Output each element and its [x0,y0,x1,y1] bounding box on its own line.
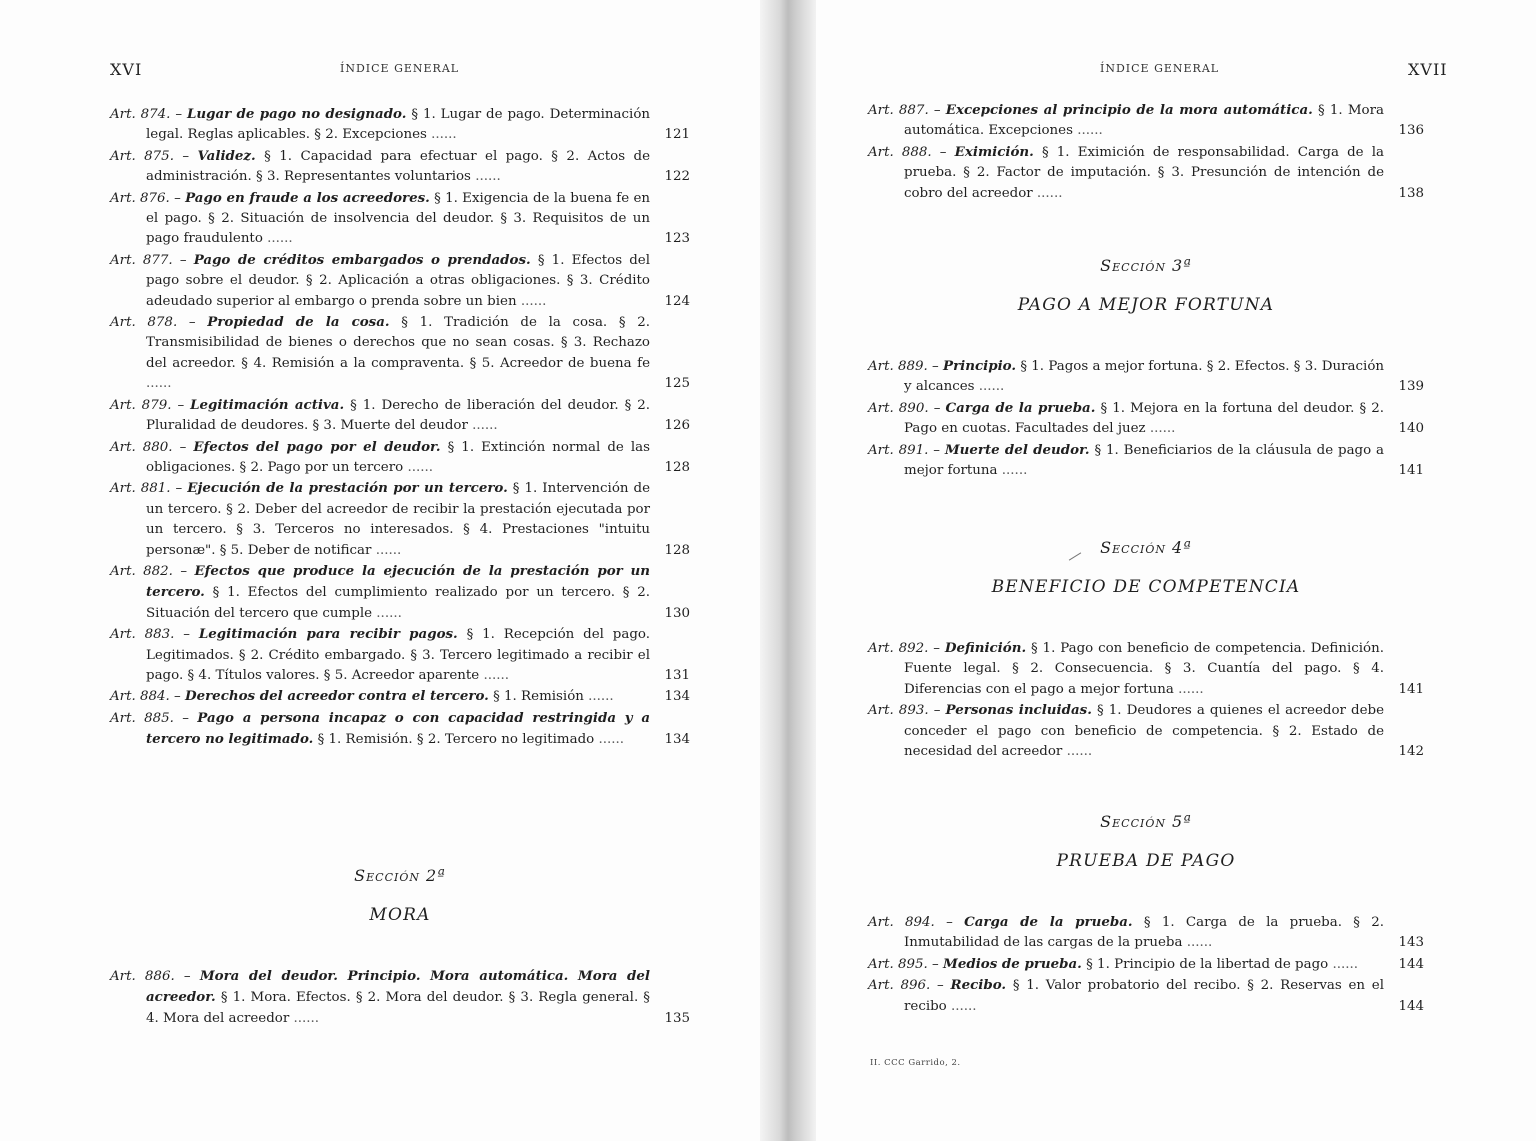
toc-entry [110,478,690,561]
page-number: 143 [1398,935,1424,951]
dot-leader: ...... [470,169,501,185]
article-number: Art. 881. – [110,481,183,497]
toc-entry [110,146,690,188]
article-title: Medios de prueba. [943,955,1082,972]
page-folio: XVI [110,60,143,79]
section-label: Sección 3ª [1100,256,1192,275]
page-number: 142 [1398,744,1424,760]
article-subtopics: § 1. Beneficiarios de la cláusula de pago a mejor fortuna [904,442,1385,479]
page-number: 140 [1398,421,1424,437]
article-title: Ejecución de la prestación por un tercero. [187,480,508,497]
article-title: Legitimación activa. [190,396,345,413]
book-gutter [760,0,816,1141]
toc-entry [868,700,1424,762]
article-subtopics: § 1. Lugar de pago. Determinación legal. Reglas aplicables. § 2. Excepciones [146,107,651,143]
toc-entry [110,561,690,624]
dot-leader: ...... [583,689,614,705]
toc-entry [110,104,690,146]
dot-leader: ...... [1032,185,1063,201]
section-name: PAGO A MEJOR FORTUNA [1017,295,1275,315]
article-number: Art. 879. – [110,397,185,413]
article-subtopics: § 1. Derecho de liberación del deudor. § 2. Pluralidad de deudores. § 3. Muerte del deudor [146,397,650,434]
dot-leader: ...... [1062,744,1093,760]
toc-entry-body [110,104,650,146]
article-subtopics: § 1. Exigencia de la buena fe en el pago. § 2. Situación de insolvencia del deudor. § 3. Requisitos de un pago fraudulento [146,190,651,247]
toc-entry [110,437,690,479]
article-number: Art. 894. – [868,915,953,930]
article-number: Art. 882. – [110,563,188,579]
article-number: Art. 874. – [110,107,183,122]
toc-entry-body [868,142,1384,204]
dot-leader: ...... [372,605,402,621]
toc-list [868,100,1424,204]
page-folio: XVII [1408,60,1448,79]
article-title: Excepciones al principio de la mora automática. [945,102,1313,118]
article-title: Pago a persona incapaz o con capacidad restringida y a tercero no legitimado. [146,709,650,748]
dot-leader: ...... [974,379,1005,395]
article-subtopics: § 1. Deudores a quienes el acreedor debe conceder el pago con beneficio de competencia. § 2. Estado de necesidad del acreedor [904,703,1385,760]
toc-entry-body [110,188,650,250]
toc-entry-body [110,395,650,437]
toc-entry [110,312,690,395]
page-number: 130 [664,605,690,621]
dot-leader: ...... [516,293,547,309]
article-number: Art. 876. – [110,190,181,206]
dot-leader: ...... [1328,956,1359,972]
article-title: Pago en fraude a los acreedores. [185,189,430,206]
section-heading [868,812,1424,871]
article-subtopics: § 1. Recepción del pago. Legitimados. § 2. Crédito embargado. § 3. Tercero legitimado a recibir el pago. § 4. Títulos valores. § 5. Acreedor aparente [146,627,650,683]
dot-leader: ...... [1072,123,1103,139]
toc-entry [868,954,1424,975]
article-title: Muerte del deudor. [944,441,1090,458]
article-number: Art. 888. – [868,144,947,160]
article-subtopics: § 1. Remisión. § 2. Tercero no legitimado [317,732,595,748]
page-number: 136 [1398,123,1424,139]
page-number: 128 [664,542,690,558]
toc-entry [868,356,1424,398]
toc-list [868,638,1424,762]
article-number: Art. 878. – [110,315,196,331]
toc-list [868,912,1424,1017]
toc-list [110,966,690,1029]
section-label: Sección 2ª [354,866,446,885]
page-number: 141 [1398,463,1424,479]
toc-entry [868,440,1424,482]
toc-entry-body [110,686,650,707]
toc-entry-body [110,624,650,686]
toc-entry [110,686,690,707]
article-number: Art. 896. – [868,978,944,994]
article-subtopics: § 1. Carga de la prueba. § 2. Inmutabilidad de las cargas de la prueba [904,915,1384,951]
page-number: 123 [664,231,690,247]
article-subtopics: § 1. Principio de la libertad de pago [1086,956,1329,972]
page-number: 128 [664,459,690,475]
toc-entry [868,912,1424,954]
article-subtopics: § 1. Tradición de la cosa. § 2. Transmisibilidad de bienes o derechos que no sean cosas. § 3. Rechazo del acreedor. § 4. Remisión a la compraventa. § 5. Acreedor de buena fe [146,315,651,371]
article-title: Lugar de pago no designado. [186,106,407,122]
article-title: Derechos del acreedor contra el tercero. [185,688,489,705]
toc-entry-body [868,398,1384,440]
page-number: 144 [1398,998,1424,1014]
page-number: 124 [664,293,690,309]
article-subtopics: § 1. Extinción normal de las obligaciones. § 2. Pago por un tercero [146,439,650,475]
section-name: BENEFICIO DE COMPETENCIA [991,577,1301,597]
toc-entry [110,708,690,751]
toc-entry [110,395,690,437]
article-title: Efectos del pago por el deudor. [193,438,441,455]
toc-entry-body [110,146,650,188]
article-subtopics: § 1. Pago con beneficio de competencia. Definición. Fuente legal. § 2. Consecuencia. § 3. Cuantía del pago. § 4. Diferencias con el pago a mejor fortuna [904,641,1384,697]
section-label: Sección 5ª [1100,812,1192,831]
article-subtopics: § 1. Remisión [493,689,584,705]
article-subtopics: § 1. Eximición de responsabilidad. Carga de la prueba. § 2. Factor de imputación. § 3. Presunción de intención de cobro del acreedor [904,144,1385,201]
article-number: Art. 884. – [110,689,181,705]
toc-entry-body [110,561,650,624]
toc-entry [868,638,1424,700]
toc-entry-body [110,250,650,312]
article-subtopics: § 1. Efectos del pago sobre el deudor. § 2. Aplicación a otras obligaciones. § 3. Crédito adeudado superior al embargo o prenda sobre un bien [146,252,651,309]
article-title: Principio. [943,358,1017,374]
dot-leader: ...... [946,998,977,1014]
article-title: Validez. [197,147,256,164]
toc-entry [110,250,690,312]
article-title: Personas incluidas. [945,702,1092,719]
page-number: 121 [664,127,690,143]
dot-leader: ...... [997,463,1028,479]
article-number: Art. 887. – [868,103,941,118]
toc-entry-body [110,437,650,479]
dot-leader: ...... [594,732,625,748]
article-number: Art. 885. – [110,710,189,726]
toc-entry-body [110,312,650,395]
article-subtopics: § 1. Intervención de un tercero. § 2. Deber del acreedor de recibir la prestación ejecutada por un tercero. § 3. Terceros no interesados. § 4. Prestaciones "intuitu personæ". § 5. Deber de notificar [146,481,651,558]
article-number: Art. 875. – [110,148,190,164]
dot-leader: ...... [1173,681,1204,697]
section-label: Sección 4ª [1100,538,1192,557]
toc-entry-body [110,708,650,751]
toc-entry-body [110,478,650,561]
article-number: Art. 877. – [110,252,187,268]
page-number: 134 [664,732,690,748]
article-number: Art. 883. – [110,627,190,643]
article-subtopics: § 1. Pagos a mejor fortuna. § 2. Efectos. § 3. Duración y alcances [904,359,1385,395]
article-number: Art. 893. – [868,703,941,719]
article-subtopics: § 1. Efectos del cumplimiento realizado por un tercero. § 2. Situación del tercero que cumple [146,585,650,621]
article-title: Recibo. [950,977,1007,994]
dot-leader: ...... [426,127,457,143]
article-subtopics: § 1. Mejora en la fortuna del deudor. § 2. Pago en cuotas. Facultades del juez [904,400,1384,437]
toc-entry [868,142,1424,204]
dot-leader: ...... [146,376,172,392]
toc-entry [110,188,690,250]
article-title: Propiedad de la cosa. [207,314,390,331]
toc-entry-body [868,100,1384,142]
article-number: Art. 895. – [868,956,939,972]
running-head: ÍNDICE GENERAL [1100,62,1220,75]
dot-leader: ...... [479,667,510,683]
section-name: MORA [369,905,431,925]
toc-list [110,104,690,751]
article-number: Art. 891. – [868,442,940,458]
toc-entry-body [868,954,1384,975]
toc-entry [868,975,1424,1017]
section-heading [868,256,1424,315]
toc-entry [110,624,690,686]
article-title: Mora del deudor. Principio. Mora automática. Mora del acreedor. [146,968,650,1006]
toc-entry-body [868,912,1384,954]
dot-leader: ...... [371,542,402,558]
article-title: Eximición. [954,143,1034,160]
dot-leader: ...... [1145,421,1176,437]
page-number: 126 [664,418,690,434]
toc-entry-body [868,638,1384,700]
article-number: Art. 892. – [868,641,940,656]
dot-leader: ...... [403,459,433,475]
article-subtopics: § 1. Valor probatorio del recibo. § 2. Reservas en el recibo [904,978,1384,1014]
page-number: 144 [1398,956,1424,972]
toc-entry-body [868,700,1384,762]
toc-entry-body [110,966,650,1029]
page-number: 138 [1398,185,1424,201]
section-heading [868,538,1424,597]
article-title: Legitimación para recibir pagos. [198,626,458,643]
article-subtopics: § 1. Mora automática. Excepciones [904,103,1384,139]
toc-entry-body [868,440,1384,482]
toc-entry-body [868,356,1384,398]
toc-entry [868,398,1424,440]
page-number: 125 [664,376,690,392]
dot-leader: ...... [289,1010,320,1026]
page-number: 122 [664,169,690,185]
toc-entry-body [868,975,1384,1017]
article-number: Art. 889. – [868,359,939,374]
article-number: Art. 880. – [110,439,187,455]
footnote: II. CCC Garrido, 2. [870,1058,961,1068]
toc-entry [868,100,1424,142]
article-title: Carga de la prueba. [945,399,1096,416]
article-subtopics: § 1. Capacidad para efectuar el pago. § 2. Actos de administración. § 3. Representantes voluntarios [146,148,651,185]
page-number: 134 [664,689,690,705]
page-number: 131 [664,667,690,683]
article-title: Pago de créditos embargados o prendados. [193,251,531,268]
article-title: Efectos que produce la ejecución de la prestación por un tercero. [146,562,650,601]
page-number: 139 [1398,379,1424,395]
article-number: Art. 890. – [868,400,941,416]
article-title: Carga de la prueba. [964,914,1133,930]
toc-list [868,356,1424,481]
page-number: 135 [664,1010,690,1026]
toc-entry [110,966,690,1029]
article-number: Art. 886. – [110,969,191,984]
dot-leader: ...... [262,231,293,247]
dot-leader: ...... [1182,935,1213,951]
dot-leader: ...... [467,418,498,434]
section-heading [110,866,690,925]
page-number: 141 [1398,681,1424,697]
article-subtopics: § 1. Mora. Efectos. § 2. Mora del deudor. § 3. Regla general. § 4. Mora del acreedor [146,990,650,1026]
section-name: PRUEBA DE PAGO [1056,851,1236,871]
running-head: ÍNDICE GENERAL [340,62,460,75]
article-title: Definición. [944,640,1027,656]
